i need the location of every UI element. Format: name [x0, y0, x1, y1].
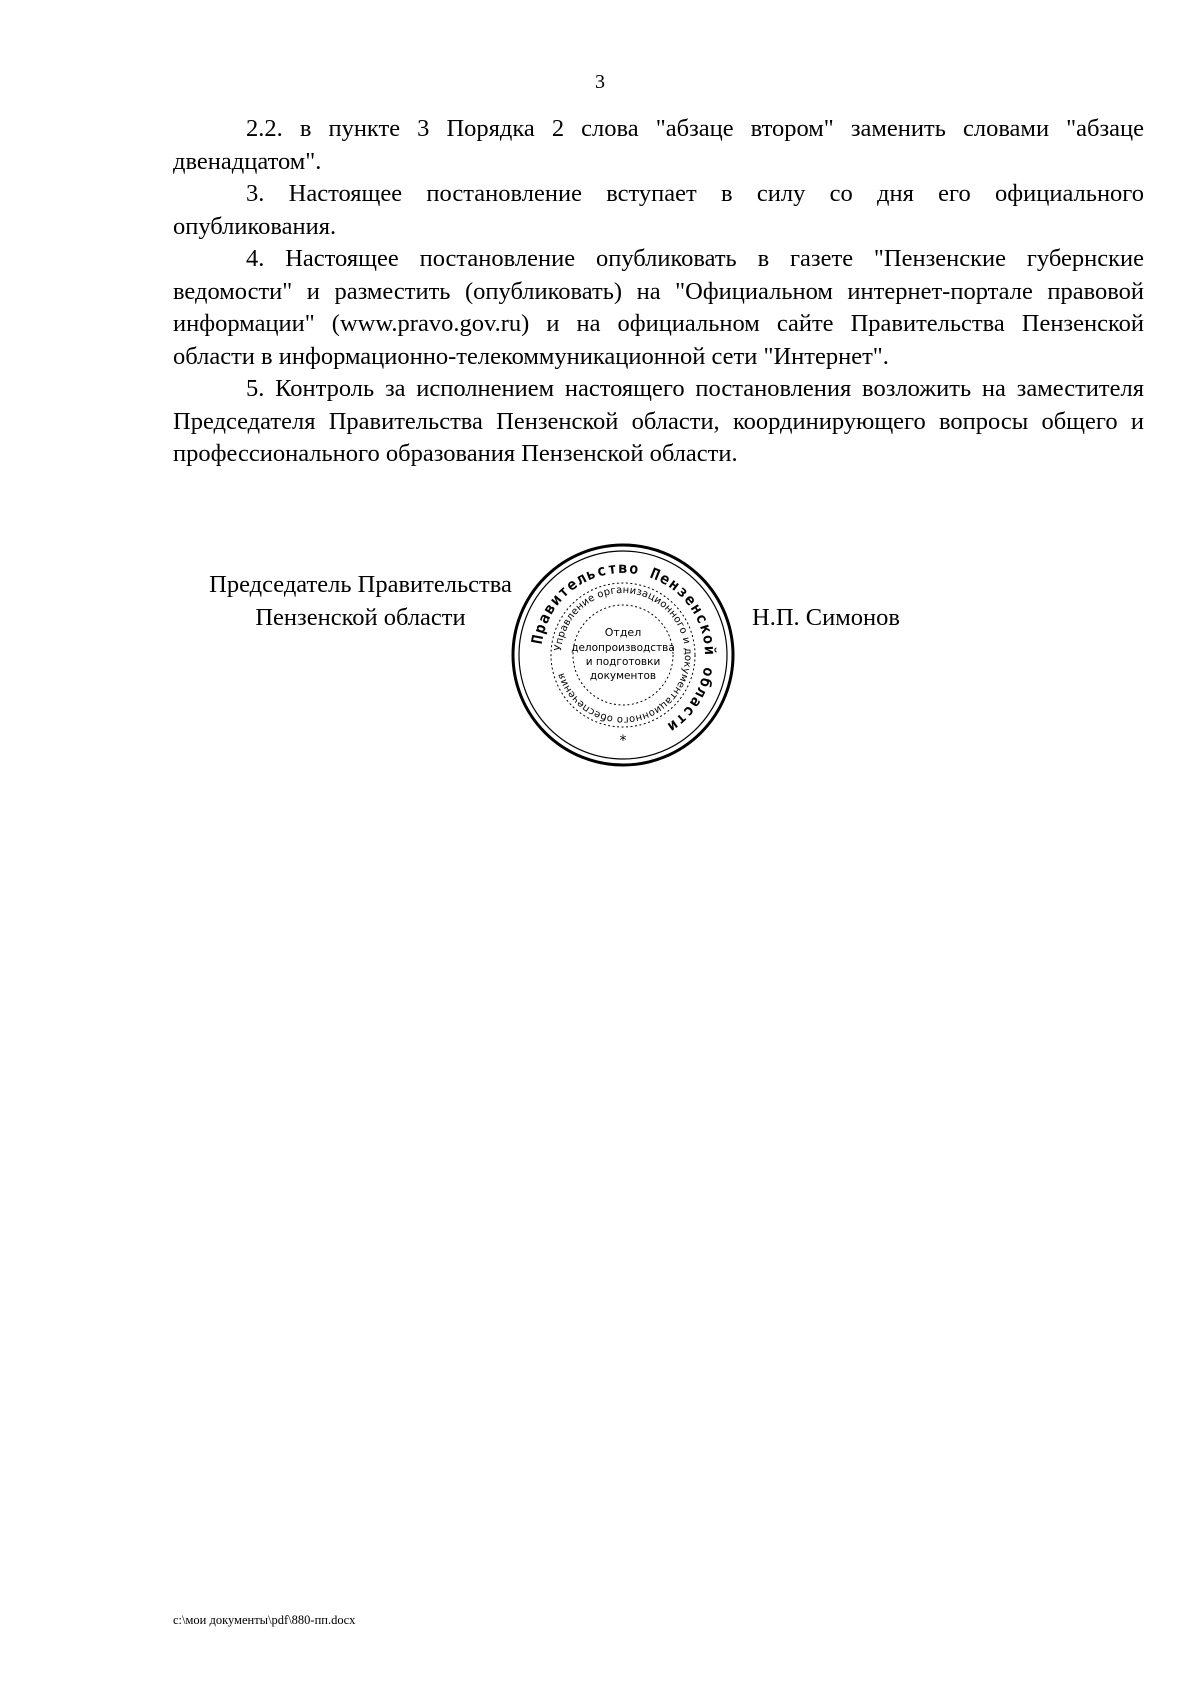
signature-block: [170, 558, 1150, 788]
document-body: [173, 113, 1144, 471]
seal-center-line4: документов: [589, 670, 657, 682]
seal-center-line3: и подготовки: [585, 656, 661, 668]
seal-outer-text: Правительство Пензенской области: [527, 558, 720, 737]
paragraph-3: 3. Настоящее постановление вступает в силу со дня его официального опубликования.: [173, 180, 1144, 240]
signatory-title: [183, 568, 538, 634]
page-number: 3: [595, 71, 605, 93]
paragraph-4: 4. Настоящее постановление опубликовать в газете "Пензенские губернские ведомости" и разместить (опубликовать) на "Официальном интернет-портале правовой информации" (www.pravo.gov.ru) и на официальном сайте Правительства Пензенской области в информационно-телекоммуникационной сети "Интернет".: [173, 245, 1144, 370]
official-seal: [508, 540, 738, 770]
seal-star-icon: *: [619, 733, 627, 749]
seal-center-line1: Отдел: [604, 626, 642, 639]
paragraph-2-2: 2.2. в пункте 3 Порядка 2 слова "абзаце втором" заменить словами "абзаце двенадцатом".: [173, 115, 1144, 175]
seal-outer-border: [513, 545, 733, 765]
signatory-name: Н.П. Симонов: [752, 604, 900, 631]
signatory-title-line2: Пензенской области: [255, 604, 466, 631]
seal-center-line2: делопроизводства: [571, 642, 675, 654]
seal-inner-text: Управление организационного и документационного обеспечения: [553, 584, 694, 726]
signatory-title-line1: Председатель Правительства: [209, 571, 512, 598]
paragraph-5: 5. Контроль за исполнением настоящего постановления возложить на заместителя Председателя Правительства Пензенской области, координирующего вопросы общего и профессионального образования Пензенской области.: [173, 375, 1144, 467]
footer-file-path: c:\мои документы\pdf\880-пп.docx: [173, 1613, 356, 1627]
